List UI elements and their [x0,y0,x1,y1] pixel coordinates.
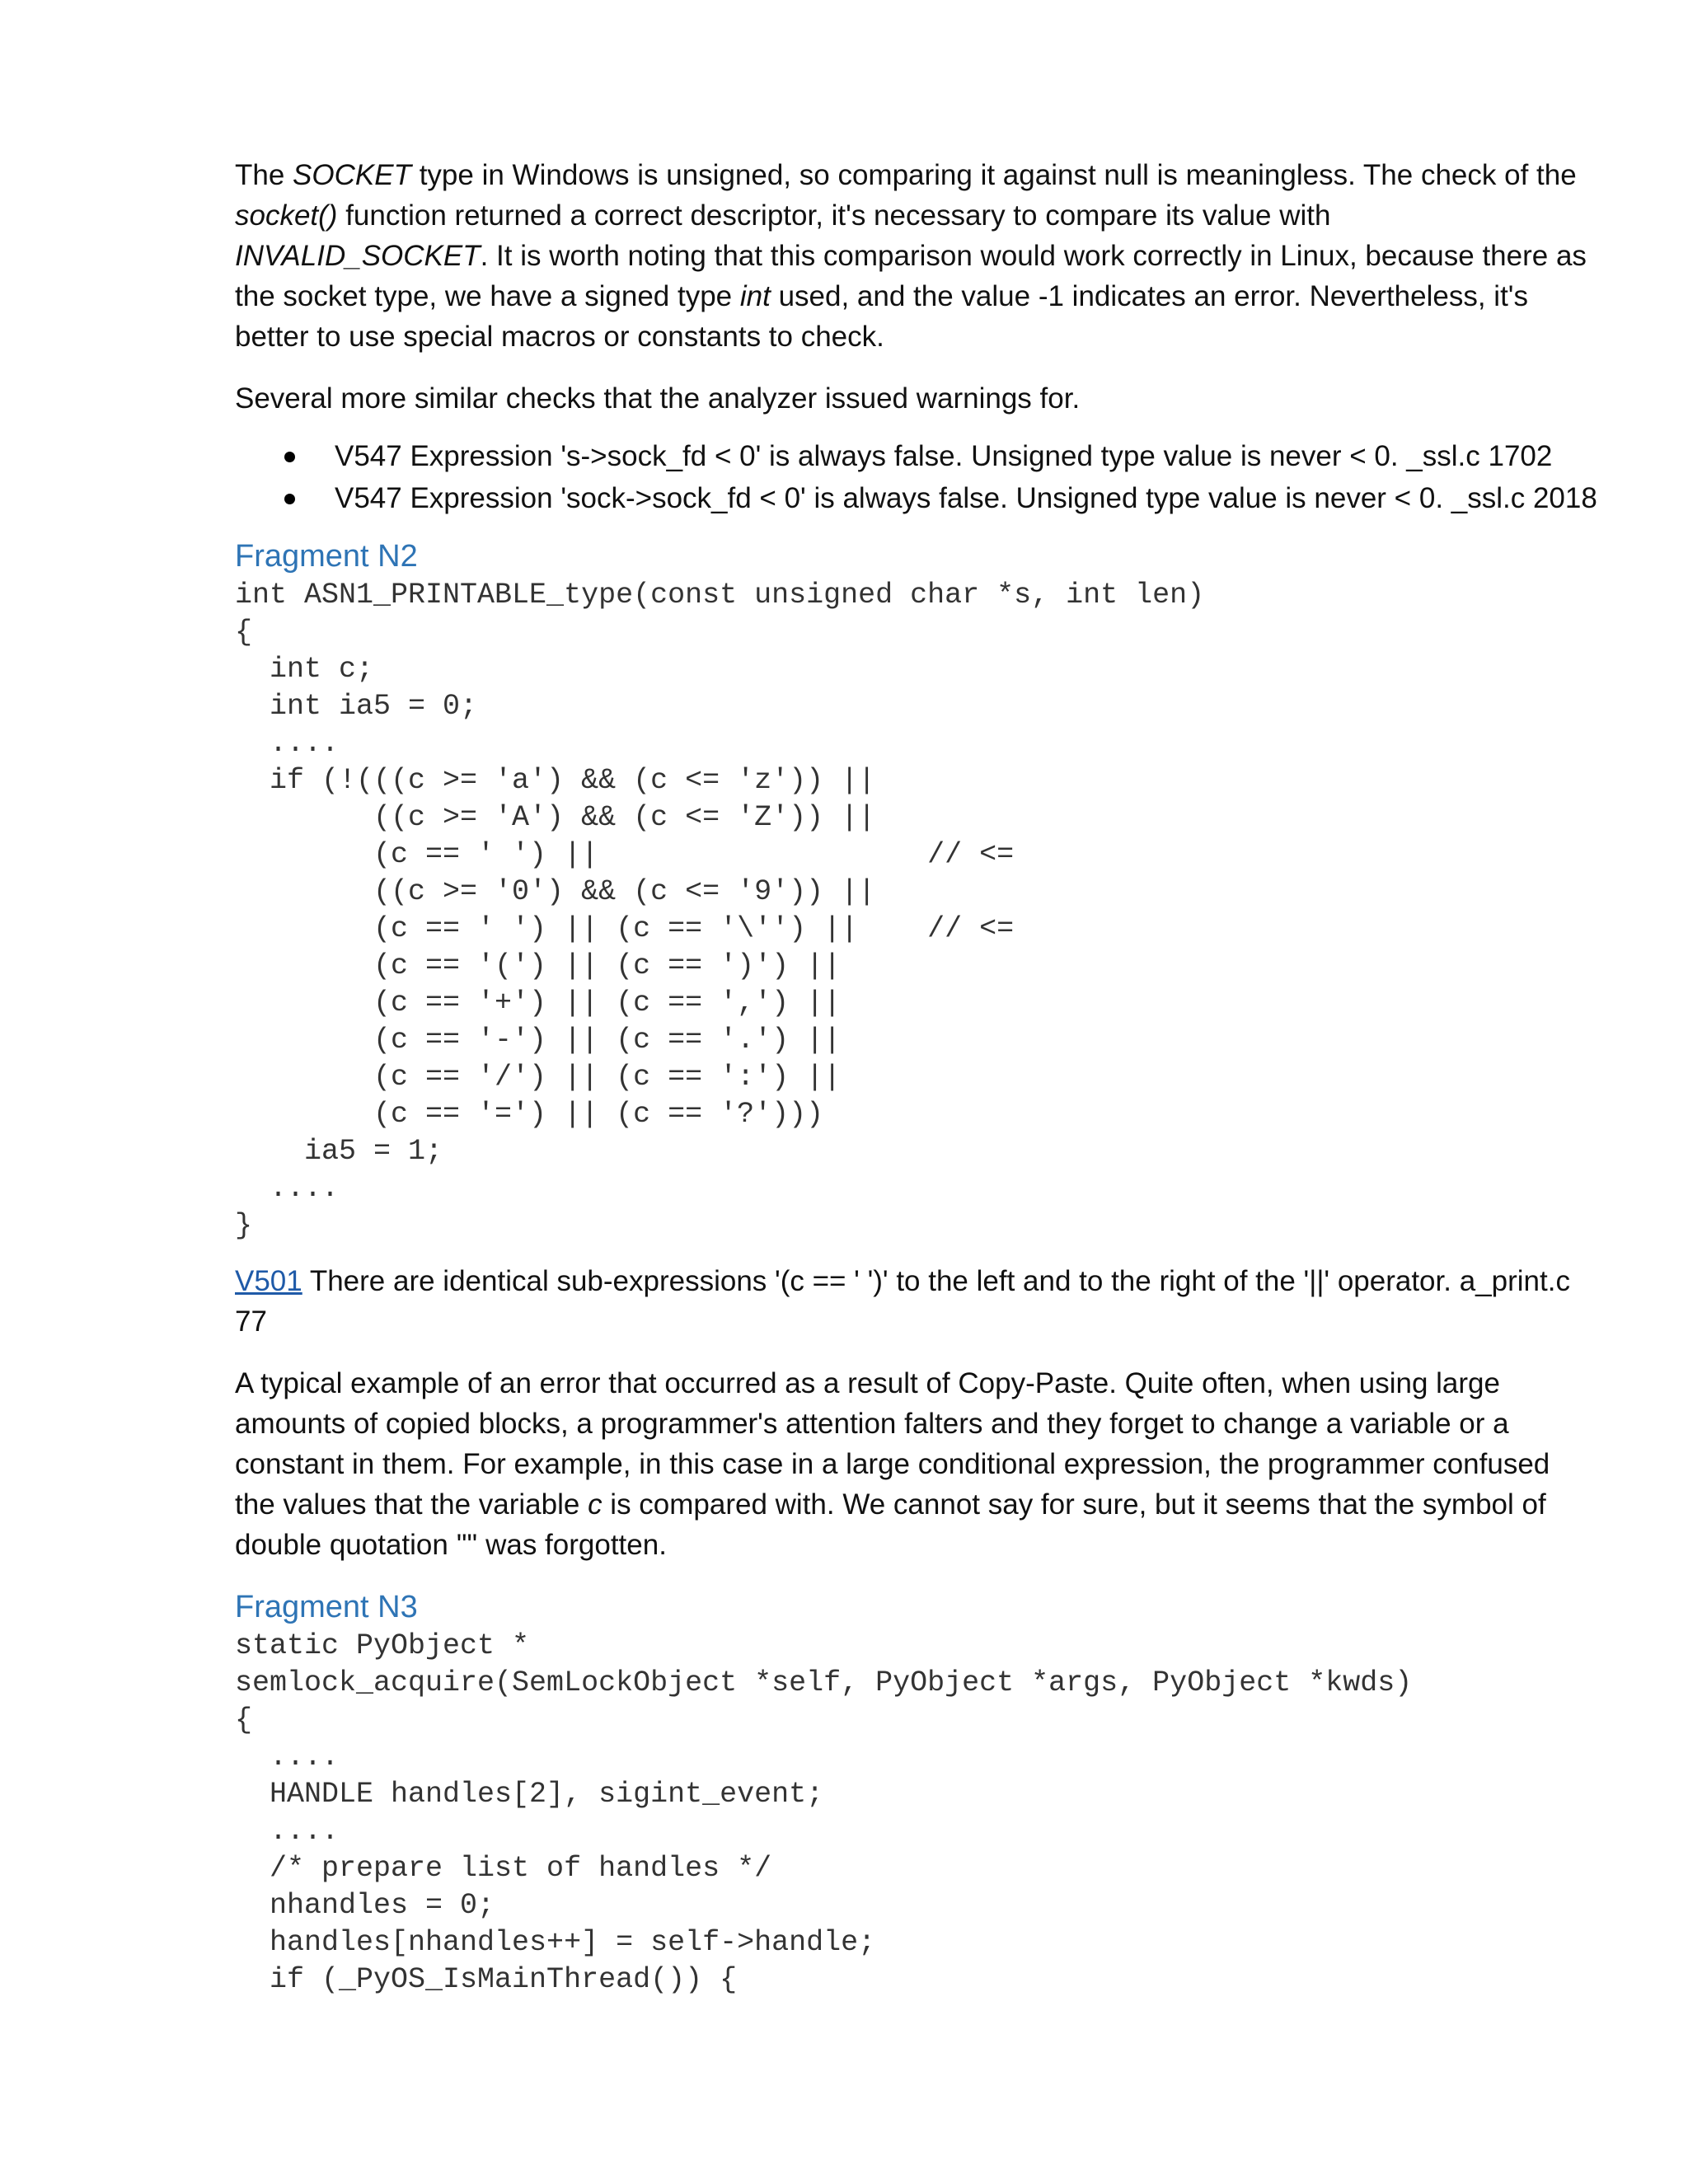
italic-term: INVALID_SOCKET [235,240,481,272]
paragraph-v501-warning [235,1261,1587,1342]
paragraph-socket-explanation [235,155,1587,357]
list-item-text: V547 Expression 's->sock_fd < 0' is always false. Unsigned type value is never < 0. _ssl.c 1702 [335,440,1553,472]
document-page [235,155,1597,1999]
text: The [235,159,293,191]
italic-term: int [739,280,771,312]
fragment-n2-heading: Fragment N2 [235,539,418,574]
list-item-text: V547 Expression 'sock->sock_fd < 0' is always false. Unsigned type value is never < 0. _ssl.c 2018 [335,482,1597,514]
code-block-fragment-n3: static PyObject * semlock_acquire(SemLockObject *self, PyObject *args, PyObject *kwds) { .... HANDLE handles[2], sigint_event; .... /* prepare list of handles */ nhandles = 0; handles[nhandles++] = self->handle; if (_PyOS_IsMainThread()) { [235,1629,1413,1996]
v501-link[interactable]: V501 [235,1265,302,1297]
text: There are identical sub-expressions '(c == ' ')' to the left and to the right of the '||' operator. a_print.c 77 [235,1265,1570,1338]
text: is compared with. We cannot say for sure, but it seems that the symbol of double quotation '"' was forgotten. [235,1488,1546,1561]
list-item [235,435,1587,477]
warnings-list [235,435,1597,519]
italic-term: SOCKET [293,159,411,191]
code-block-fragment-n2: int ASN1_PRINTABLE_type(const unsigned char *s, int len) { int c; int ia5 = 0; .... if (!(((c >= 'a') && (c <= 'z')) || ((c >= 'A') && (c <= 'Z')) || (c == ' ') || // <= ((c >= '0') && (c <= '9')) || (c == ' ') || (c == '\'') || // <= (c == '(') || (c == ')') || (c == '+') || (c == ',') || (c == '-') || (c == '.') || (c == '/') || (c == ':') || (c == '=') || (c == '?'))) ia5 = 1; .... } [235,579,1205,1242]
text: A typical example of an error that occurred as a result of Copy-Paste. Quite often, when using large amounts of copied blocks, a programmer's attention falters and they forget to change a variable or a constant in them. For example, in this case in a large conditional expression, the programmer confused the values that the variable [235,1367,1550,1521]
text: . It is worth noting that this comparison would work correctly in Linux, because there as the socket type, we have a signed type [235,240,1587,312]
bullet-icon [284,494,295,504]
text: type in Windows is unsigned, so comparing it against null is meaningless. The check of the [410,159,1577,191]
text: used, and the value -1 indicates an error. Nevertheless, it's better to use special macros or constants to check. [235,280,1528,353]
italic-term: c [588,1488,603,1521]
text: function returned a correct descriptor, it's necessary to compare its value with [337,199,1331,232]
bullet-icon [284,452,295,462]
paragraph-copy-paste-explanation [235,1363,1587,1565]
list-item [235,477,1597,519]
paragraph-similar-checks: Several more similar checks that the analyzer issued warnings for. [235,382,1081,415]
italic-term: socket() [235,199,338,232]
fragment-n3-heading: Fragment N3 [235,1590,418,1624]
